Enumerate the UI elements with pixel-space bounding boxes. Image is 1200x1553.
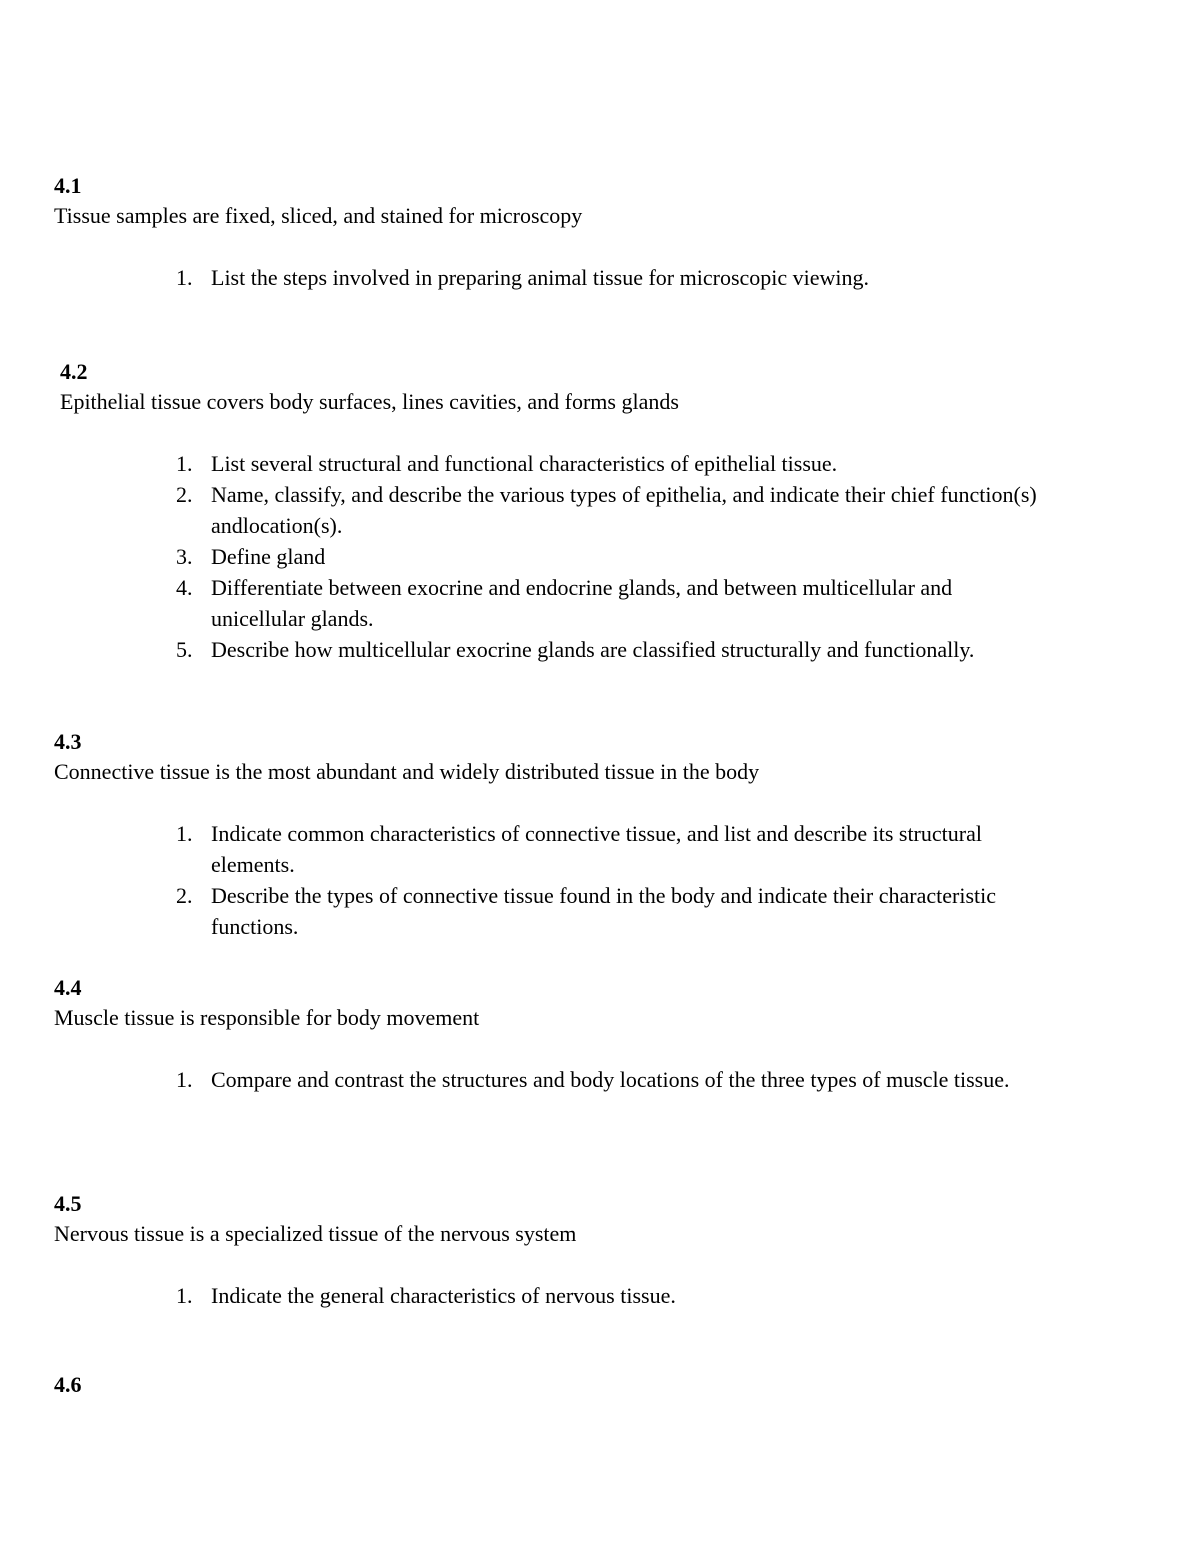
objective-text: List several structural and functional characteristics of epithelial tissue.: [211, 451, 838, 476]
section-4-4: [54, 973, 1134, 1095]
objective-number: 5.: [176, 637, 193, 662]
section-title: Epithelial tissue covers body surfaces, lines cavities, and forms glands: [60, 389, 679, 414]
section-title: Tissue samples are fixed, sliced, and stained for microscopy: [54, 203, 583, 228]
objective-number: 1.: [176, 1067, 193, 1092]
section-title: Connective tissue is the most abundant and widely distributed tissue in the body: [54, 759, 760, 784]
objective-text: Indicate the general characteristics of nervous tissue.: [211, 1283, 676, 1308]
section-number: 4.4: [54, 975, 82, 1000]
objective-number: 3.: [176, 544, 193, 569]
objective-number: 1.: [176, 265, 193, 290]
objective-item: [54, 818, 1051, 880]
section-4-6: [54, 1370, 1134, 1400]
objective-text: Name, classify, and describe the various types of epithelia, and indicate their chief function(s) andlocation(s).: [211, 482, 1037, 538]
objective-list: [54, 448, 1140, 665]
objective-number: 2.: [176, 482, 193, 507]
objective-number: 1.: [176, 451, 193, 476]
section-4-3: [54, 727, 1134, 942]
objective-number: 4.: [176, 575, 193, 600]
objective-text: Define gland: [211, 544, 326, 569]
objective-item: [54, 479, 1051, 541]
section-number: 4.1: [54, 173, 82, 198]
objective-list: [54, 818, 1134, 942]
objective-text: List the steps involved in preparing animal tissue for microscopic viewing.: [211, 265, 870, 290]
objective-item: [54, 880, 1051, 942]
objective-text: Describe the types of connective tissue found in the body and indicate their characteristic functions.: [211, 883, 996, 939]
objective-number: 1.: [176, 821, 193, 846]
section-number: 4.6: [54, 1372, 82, 1397]
objective-item: [54, 572, 1051, 634]
objective-item: [54, 262, 1051, 293]
objective-text: Describe how multicellular exocrine glands are classified structurally and functionally.: [211, 637, 975, 662]
section-title: Muscle tissue is responsible for body movement: [54, 1005, 480, 1030]
objective-list: [54, 1280, 1134, 1311]
objective-list: [54, 1064, 1134, 1095]
objective-number: 2.: [176, 883, 193, 908]
objective-list: [54, 262, 1134, 293]
objective-item: [54, 634, 1051, 665]
section-4-5: [54, 1189, 1134, 1311]
objective-item: [54, 1280, 1051, 1311]
objective-item: [54, 1064, 1051, 1095]
section-number: 4.2: [60, 359, 88, 384]
objective-text: Differentiate between exocrine and endocrine glands, and between multicellular and unicellular glands.: [211, 575, 953, 631]
objective-text: Compare and contrast the structures and body locations of the three types of muscle tissue.: [211, 1067, 1010, 1092]
section-number: 4.5: [54, 1191, 82, 1216]
section-4-2: [60, 357, 1140, 665]
objective-text: Indicate common characteristics of connective tissue, and list and describe its structural elements.: [211, 821, 982, 877]
section-number: 4.3: [54, 729, 82, 754]
section-title: Nervous tissue is a specialized tissue of the nervous system: [54, 1221, 577, 1246]
objective-item: [54, 541, 1051, 572]
section-4-1: [54, 171, 1134, 293]
objective-number: 1.: [176, 1283, 193, 1308]
objective-item: [54, 448, 1051, 479]
